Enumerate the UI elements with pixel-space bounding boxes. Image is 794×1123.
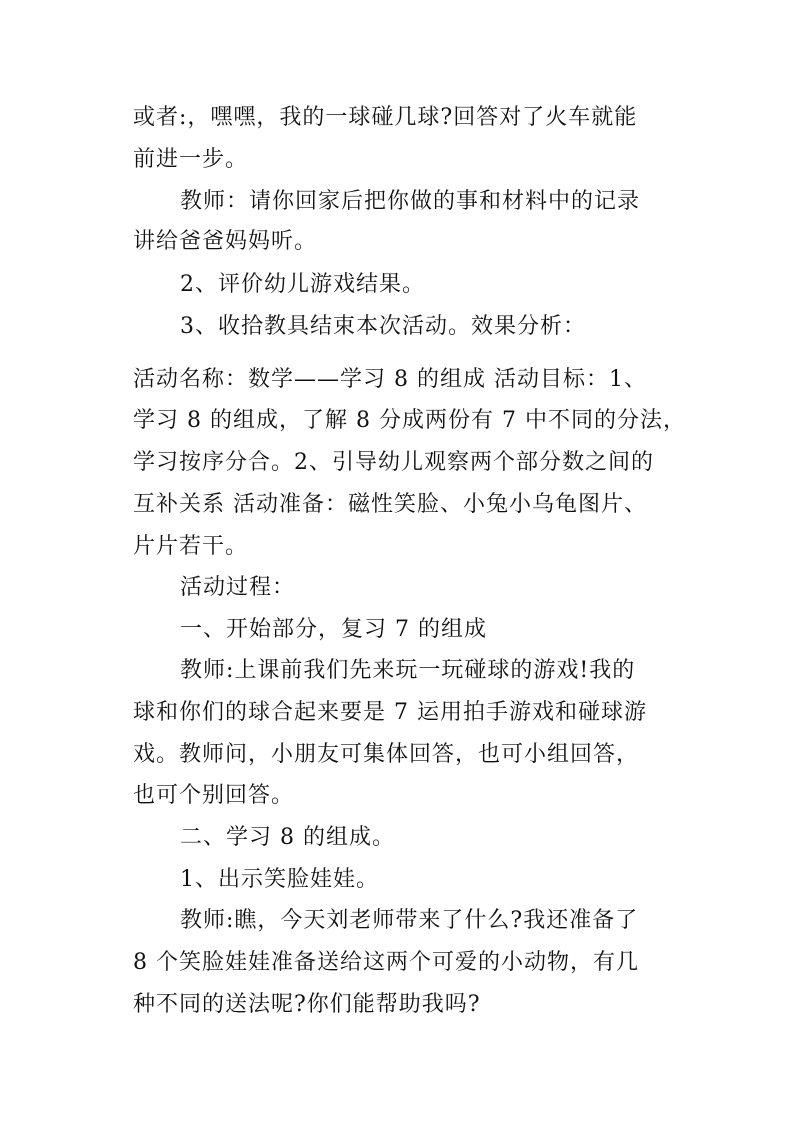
text-line: 学习 8 的组成，了解 8 分成两份有 7 中不同的分法， [133, 408, 686, 433]
text-line: 2、评价幼儿游戏结果。 [180, 272, 425, 297]
text-line: 活动过程： [180, 575, 296, 600]
text-line: 学习按序分合。2、引导幼儿观察两个部分数之间的 [133, 450, 654, 475]
text-line: 种不同的送法呢?你们能帮助我吗? [133, 992, 481, 1017]
text-line: 讲给爸爸妈妈听。 [133, 229, 318, 254]
text-line: 教师:上课前我们先来玩一玩碰球的游戏!我的 [180, 658, 636, 683]
text-line: 球和你们的球合起来要是 7 运用拍手游戏和碰球游 [133, 700, 647, 725]
text-line: 片片若干。 [133, 534, 249, 559]
text-line: 一、开始部分，复习 7 的组成 [180, 617, 487, 642]
text-line: 1、出示笑脸娃娃。 [180, 867, 379, 892]
text-line: 前进一步。 [133, 147, 249, 172]
text-line: 或者:，嘿嘿，我的一球碰几球?回答对了火车就能 [133, 105, 638, 130]
text-line: 8 个笑脸娃娃准备送给这两个可爱的小动物，有几 [133, 950, 639, 975]
text-line: 二、学习 8 的组成。 [180, 825, 395, 850]
text-line: 活动名称：数学——学习 8 的组成 活动目标：1、 [133, 367, 647, 392]
text-line: 教师:瞧，今天刘老师带来了什么?我还准备了 [180, 908, 639, 933]
text-line: 也可个别回答。 [133, 783, 295, 808]
text-line: 3、收拾教具结束本次活动。效果分析： [180, 314, 586, 339]
text-line: 互补关系 活动准备：磁性笑脸、小兔小乌龟图片、 [133, 492, 647, 517]
text-line: 教师：请你回家后把你做的事和材料中的记录 [180, 189, 641, 214]
text-line: 戏。教师问，小朋友可集体回答，也可小组回答， [133, 742, 640, 767]
